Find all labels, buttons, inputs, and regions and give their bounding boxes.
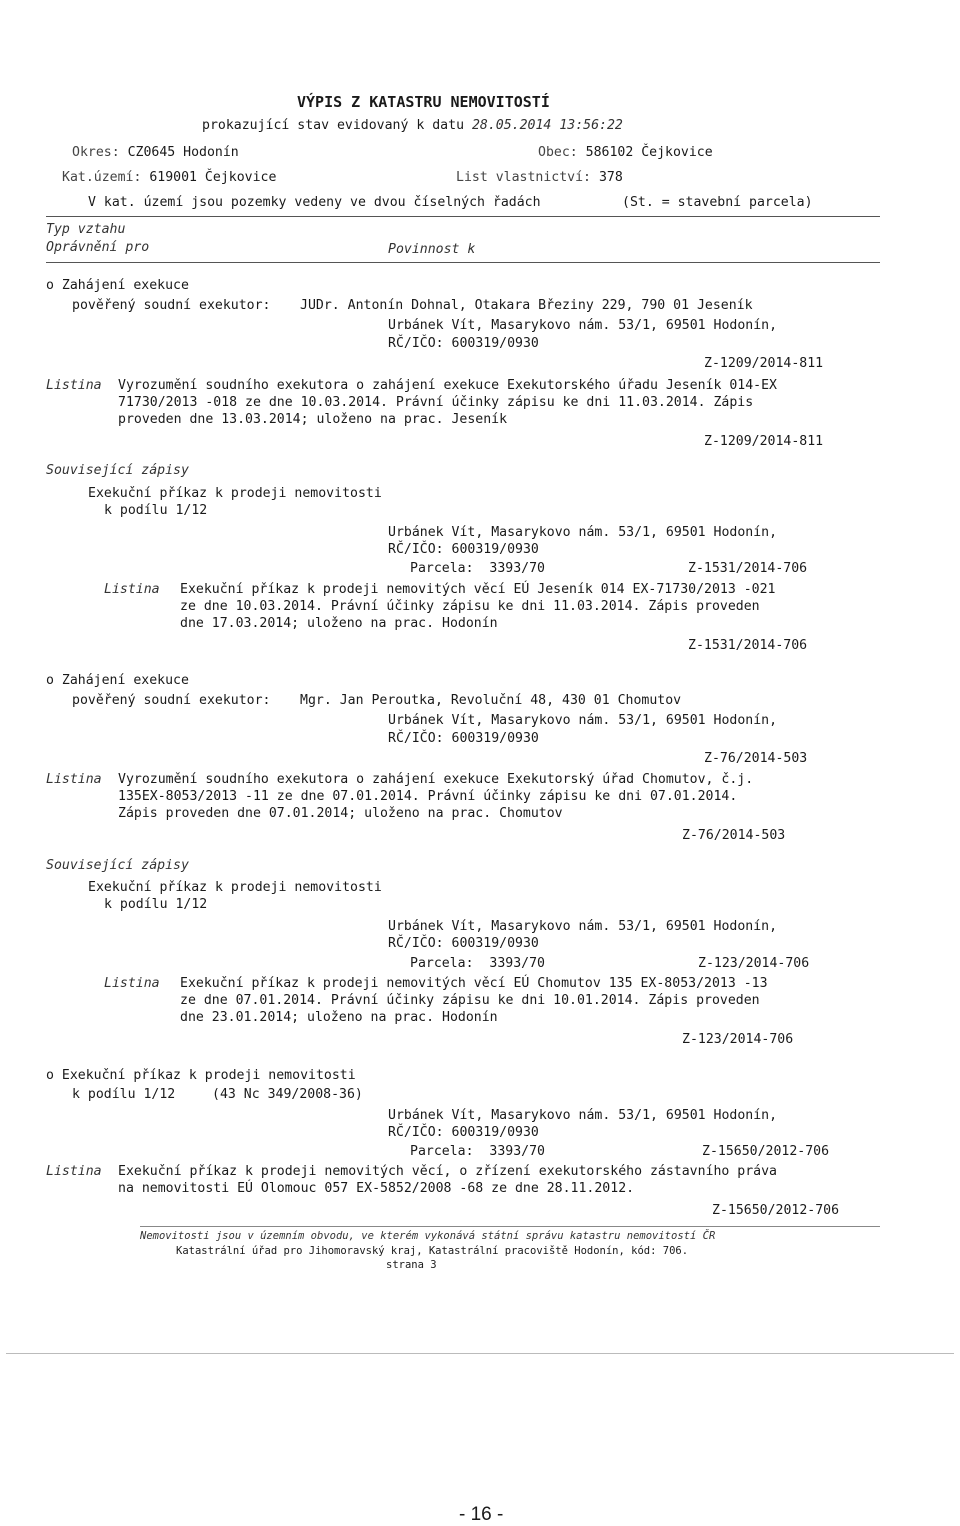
okres-label: Okres:: [72, 145, 120, 160]
entry-2-listina-line-2: 135EX-8053/2013 -11 ze dne 07.01.2014. Právní účinky zápisu ke dni 07.01.2014.: [118, 789, 738, 804]
entry-1-related-listina-line-2: ze dne 10.03.2014. Právní účinky zápisu ke dni 11.03.2014. Zápis proveden: [180, 599, 760, 614]
entry-2-related-label: Související zápisy: [46, 858, 189, 873]
entry-2-party-name: Urbánek Vít, Masarykovo nám. 53/1, 69501 Hodonín,: [388, 713, 778, 728]
series-note: V kat. území jsou pozemky vedeny ve dvou číselných řadách: [88, 195, 541, 210]
entry-2-related-party-name: Urbánek Vít, Masarykovo nám. 53/1, 69501 Hodonín,: [388, 919, 778, 934]
page-number: - 16 -: [459, 1504, 504, 1525]
entry-3-parcela: [410, 1144, 545, 1160]
obec-row: [538, 145, 713, 161]
parcela-label: Parcela:: [410, 1144, 474, 1159]
katuzemi-row: [62, 170, 276, 186]
entry-3-listina-label: Listina: [46, 1164, 102, 1179]
entry-3-ref2: Z-15650/2012-706: [712, 1203, 840, 1218]
entry-1-listina-line-3: proveden dne 13.03.2014; uloženo na prac. Jeseník: [118, 412, 508, 427]
entry-2-related-title: Exekuční příkaz k prodeji nemovitosti: [88, 880, 382, 895]
entry-2-related-ref2: Z-123/2014-706: [682, 1032, 794, 1047]
entry-2-ref1: Z-76/2014-503: [704, 751, 808, 766]
entry-3-party-name: Urbánek Vít, Masarykovo nám. 53/1, 69501 Hodonín,: [388, 1108, 778, 1123]
katuzemi-label: Kat.území:: [62, 170, 142, 185]
footer-divider: [140, 1226, 880, 1227]
obec-value: 586102 Čejkovice: [585, 145, 713, 160]
parcela-value: 3393/70: [489, 1144, 545, 1159]
document-title: VÝPIS Z KATASTRU NEMOVITOSTÍ: [297, 93, 550, 111]
obec-label: Obec:: [538, 145, 578, 160]
lv-label: List vlastnictví:: [456, 170, 591, 185]
entry-2-listina-line-1: Vyrozumění soudního exekutora o zahájení exekuce Exekutorský úřad Chomutov, č.j.: [118, 772, 754, 787]
entry-1-party-id: RČ/IČO: 600319/0930: [388, 336, 539, 351]
entry-1-party-name: Urbánek Vít, Masarykovo nám. 53/1, 69501 Hodonín,: [388, 318, 778, 333]
entry-1-related-title: Exekuční příkaz k prodeji nemovitosti: [88, 486, 382, 501]
entry-1-related-share: k podílu 1/12: [104, 503, 208, 518]
entry-3-title: o Exekuční příkaz k prodeji nemovitosti: [46, 1068, 356, 1083]
entry-3-ref1: Z-15650/2012-706: [702, 1144, 830, 1159]
entry-2-related-ref1: Z-123/2014-706: [698, 956, 810, 971]
entry-2-listina-line-3: Zápis proveden dne 07.01.2014; uloženo na prac. Chomutov: [118, 806, 563, 821]
entry-3-case: (43 Nc 349/2008-36): [212, 1087, 363, 1102]
entry-2-related-listina-line-3: dne 23.01.2014; uloženo na prac. Hodonín: [180, 1010, 498, 1025]
entry-1-listina-line-2: 71730/2013 -018 ze dne 10.03.2014. Právní účinky zápisu ke dni 11.03.2014. Zápis: [118, 395, 754, 410]
extract-date: 28.05.2014: [471, 118, 552, 133]
subtitle-line: [202, 118, 623, 134]
entry-1-related-ref1: Z-1531/2014-706: [688, 561, 808, 576]
entry-2-related-listina-label: Listina: [104, 976, 160, 991]
entry-1-related-label: Související zápisy: [46, 463, 189, 478]
entry-3-listina-line-2: na nemovitosti EÚ Olomouc 057 EX-5852/2008 -68 ze dne 28.11.2012.: [118, 1181, 635, 1196]
entry-1-ref2: Z-1209/2014-811: [704, 434, 824, 449]
entry-1-executor-label: pověřený soudní exekutor:: [72, 298, 271, 313]
entry-2-ref2: Z-76/2014-503: [682, 828, 786, 843]
entry-1-related-listina-label: Listina: [104, 582, 160, 597]
footer-line-2: Katastrální úřad pro Jihomoravský kraj, Katastrální pracoviště Hodonín, kód: 706.: [176, 1245, 689, 1257]
entry-2-executor-label: pověřený soudní exekutor:: [72, 693, 271, 708]
entry-1-related-listina-line-1: Exekuční příkaz k prodeji nemovitých věcí EÚ Jeseník 014 EX-71730/2013 -021: [180, 582, 776, 597]
entry-1-related-party-name: Urbánek Vít, Masarykovo nám. 53/1, 69501 Hodonín,: [388, 525, 778, 540]
entry-2-title: o Zahájení exekuce: [46, 673, 189, 688]
okres-row: [72, 145, 239, 161]
entry-2-parcela: [410, 956, 545, 972]
entry-1-executor-value: JUDr. Antonín Dohnal, Otakara Březiny 229, 790 01 Jeseník: [300, 298, 753, 313]
entry-2-party-id: RČ/IČO: 600319/0930: [388, 731, 539, 746]
column-header-divider: [46, 262, 880, 263]
opravneni-pro-label: Oprávnění pro: [46, 240, 150, 255]
series-note-right: (St. = stavební parcela): [622, 195, 813, 210]
entry-2-related-party-id: RČ/IČO: 600319/0930: [388, 936, 539, 951]
entry-1-listina-line-1: Vyrozumění soudního exekutora o zahájení exekuce Exekutorského úřadu Jeseník 014-EX: [118, 378, 777, 393]
entry-2-related-listina-line-2: ze dne 07.01.2014. Právní účinky zápisu ke dni 10.01.2014. Zápis proveden: [180, 993, 760, 1008]
katuzemi-value: 619001 Čejkovice: [149, 170, 277, 185]
footer-line-1: Nemovitosti jsou v územním obvodu, ve kterém vykonává státní správu katastru nemovitostí ČR: [140, 1230, 716, 1242]
parcela-value: 3393/70: [489, 956, 545, 971]
parcela-value: 3393/70: [489, 561, 545, 576]
header-divider: [46, 216, 880, 217]
entry-1-ref1: Z-1209/2014-811: [704, 356, 824, 371]
parcela-label: Parcela:: [410, 561, 474, 576]
entry-1-parcela: [410, 561, 545, 577]
footer-page-label: strana 3: [386, 1259, 437, 1271]
okres-value: CZ0645 Hodonín: [127, 145, 239, 160]
entry-3-share: k podílu 1/12: [72, 1087, 176, 1102]
entry-1-title: o Zahájení exekuce: [46, 278, 189, 293]
entry-1-related-party-id: RČ/IČO: 600319/0930: [388, 542, 539, 557]
scan-edge-line: [6, 1353, 954, 1354]
typ-vztahu-label: Typ vztahu: [46, 222, 126, 237]
entry-2-executor-value: Mgr. Jan Peroutka, Revoluční 48, 430 01 Chomutov: [300, 693, 682, 708]
subtitle-prefix: prokazující stav evidovaný k datu: [202, 118, 465, 133]
lv-row: [456, 170, 623, 186]
entry-1-listina-label: Listina: [46, 378, 102, 393]
parcela-label: Parcela:: [410, 956, 474, 971]
povinnost-k-label: Povinnost k: [388, 242, 476, 257]
entry-1-related-ref2: Z-1531/2014-706: [688, 638, 808, 653]
extract-time: 13:56:22: [559, 118, 623, 133]
entry-2-related-listina-line-1: Exekuční příkaz k prodeji nemovitých věcí EÚ Chomutov 135 EX-8053/2013 -13: [180, 976, 768, 991]
entry-3-listina-line-1: Exekuční příkaz k prodeji nemovitých věcí, o zřízení exekutorského zástavního práva: [118, 1164, 777, 1179]
entry-3-party-id: RČ/IČO: 600319/0930: [388, 1125, 539, 1140]
entry-2-listina-label: Listina: [46, 772, 102, 787]
lv-value: 378: [598, 170, 623, 185]
entry-2-related-share: k podílu 1/12: [104, 897, 208, 912]
entry-1-related-listina-line-3: dne 17.03.2014; uloženo na prac. Hodonín: [180, 616, 498, 631]
